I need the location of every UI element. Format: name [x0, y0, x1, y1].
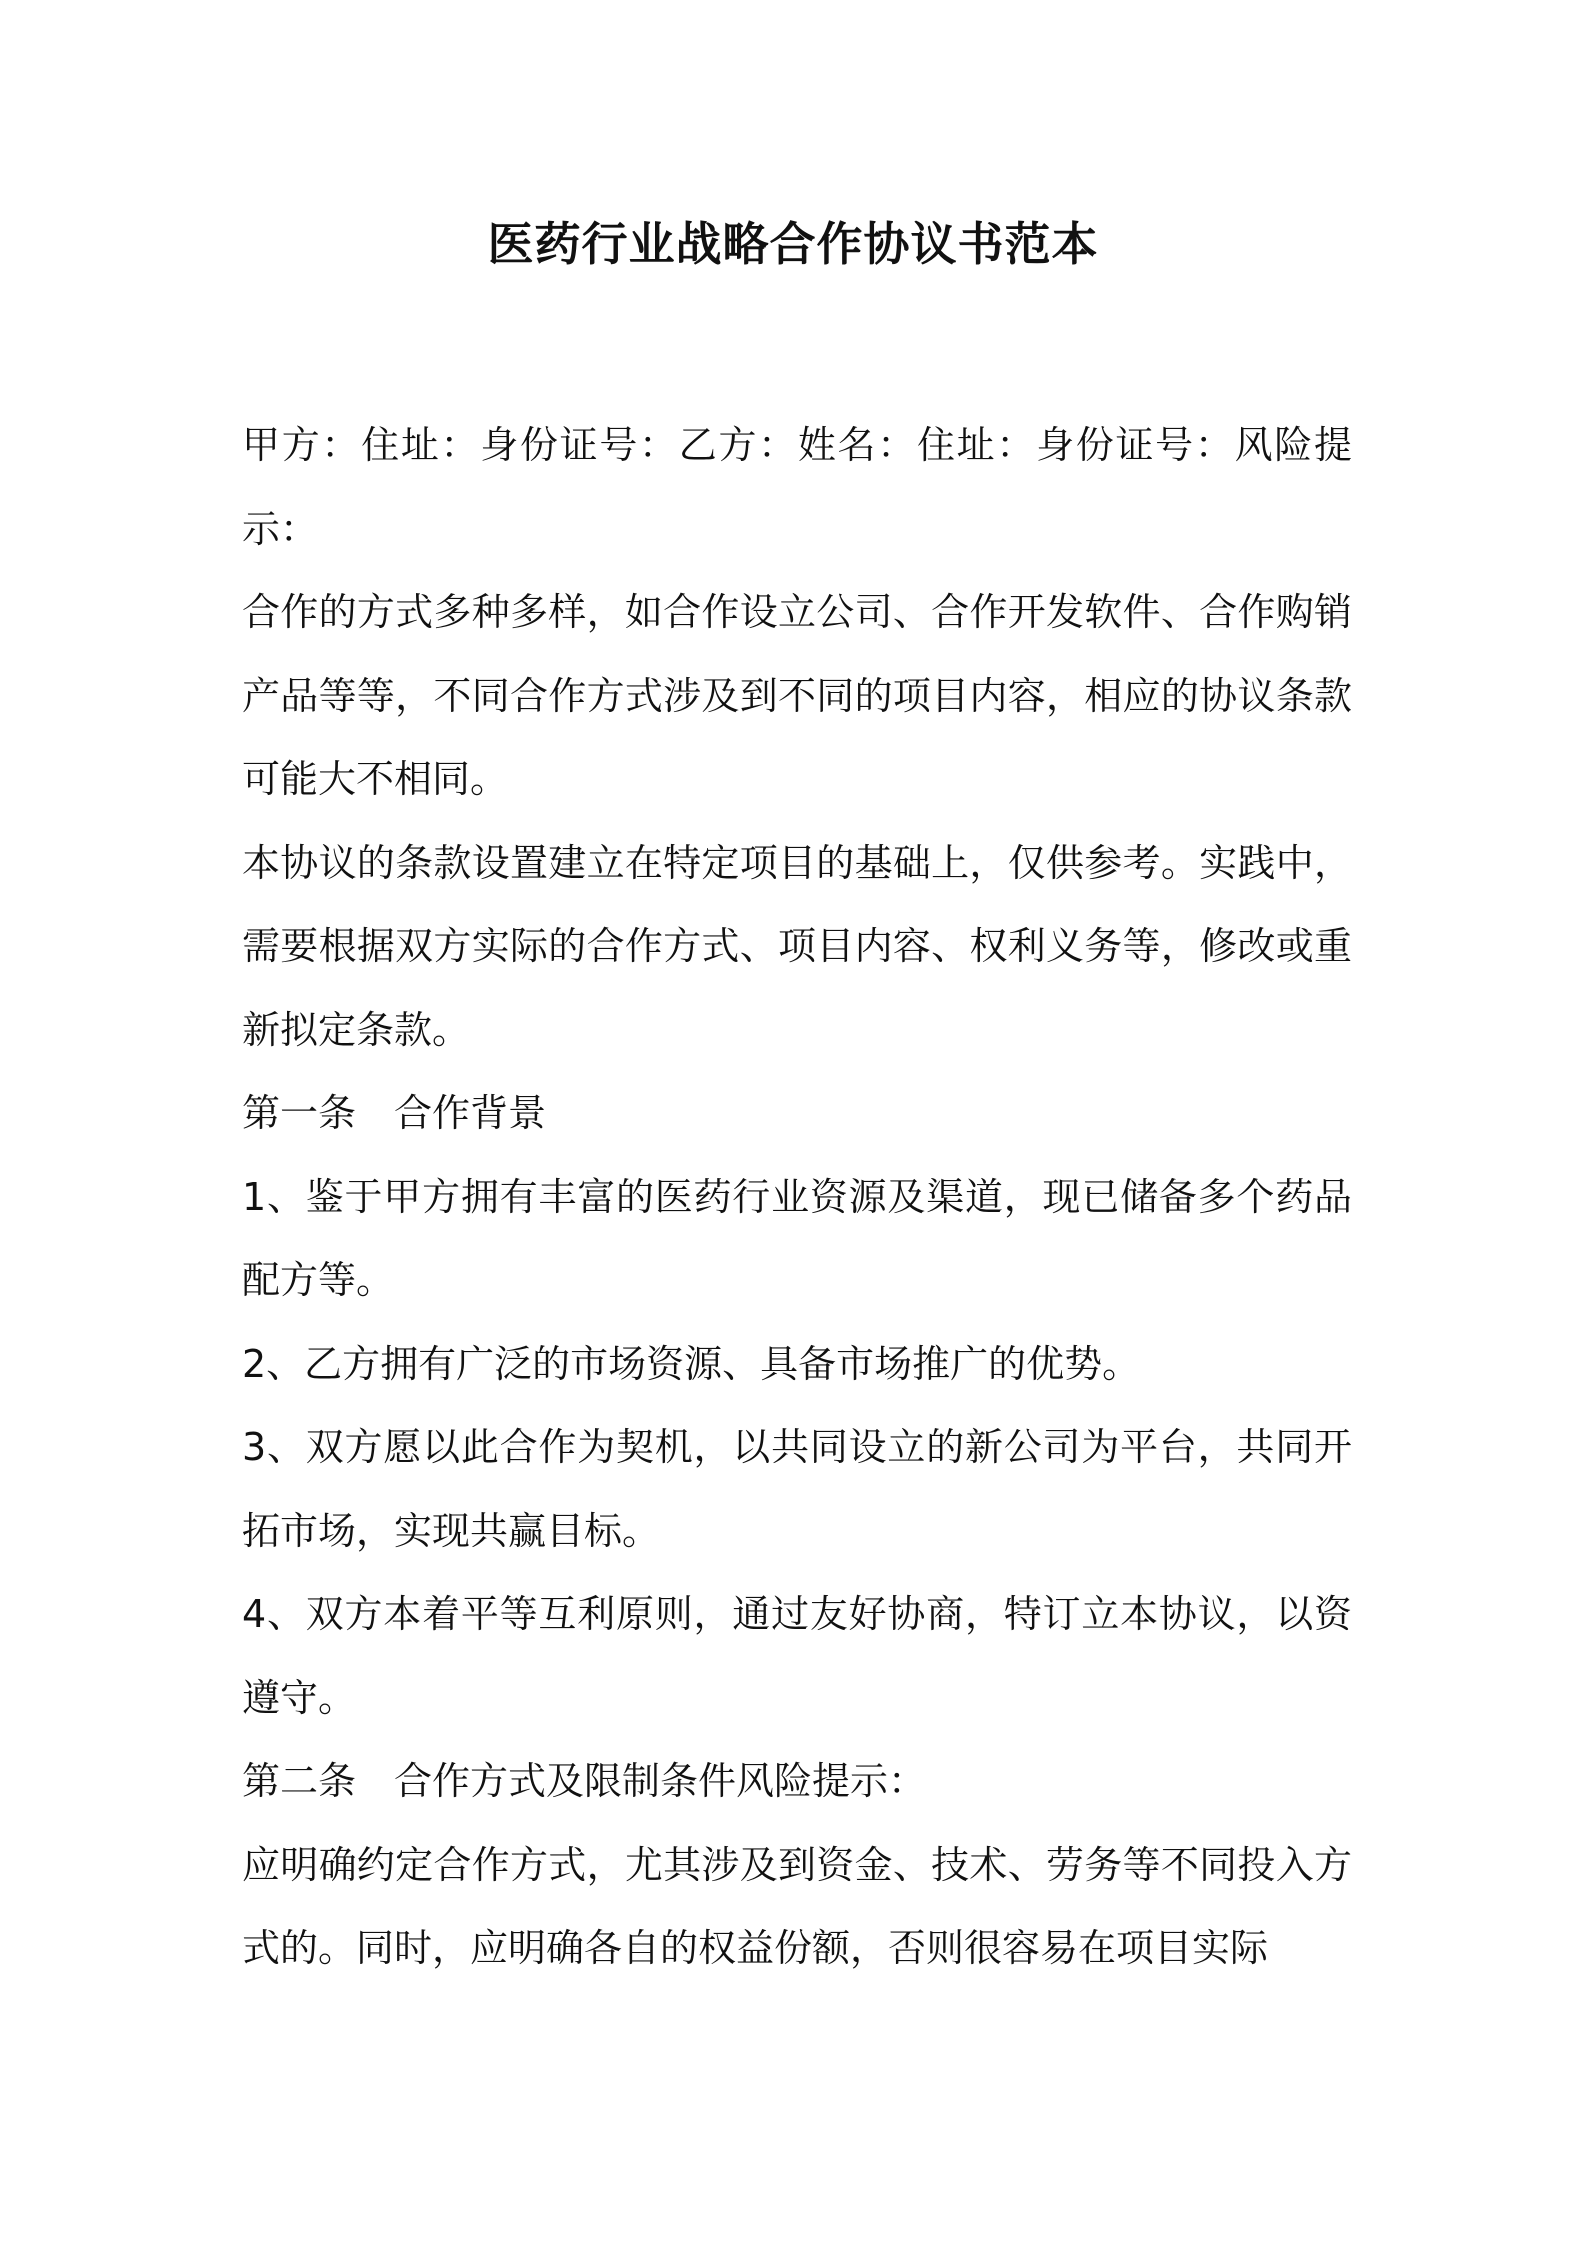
- article-one-heading: 第一条 合作背景: [242, 1091, 547, 1135]
- document-title: 医药行业战略合作协议书范本: [487, 217, 1099, 271]
- document-body: [242, 404, 1352, 1991]
- background-item-4: 4、双方本着平等互利原则，通过友好协商，特订立本协议，以资遵守。: [242, 1592, 1352, 1720]
- background-item-2: 2、乙方拥有广泛的市场资源、具备市场推广的优势。: [242, 1341, 1141, 1386]
- background-item-3: 3、双方愿以此合作为契机，以共同设立的新公司为平台，共同开拓市场，实现共赢目标。: [242, 1425, 1352, 1553]
- cooperation-method-paragraph: 应明确约定合作方式，尤其涉及到资金、技术、劳务等不同投入方式的。同时，应明确各自的权益份额，否则很容易在项目实际: [242, 1842, 1352, 1970]
- reference-notice-paragraph: 本协议的条款设置建立在特定项目的基础上，仅供参考。实践中，需要根据双方实际的合作方式、项目内容、权利义务等，修改或重新拟定条款。: [242, 840, 1352, 1052]
- article-two-heading: 第二条 合作方式及限制条件风险提示：: [242, 1759, 927, 1803]
- cooperation-methods-paragraph: 合作的方式多种多样，如合作设立公司、合作开发软件、合作购销产品等等，不同合作方式涉及到不同的项目内容，相应的协议条款可能大不相同。: [242, 590, 1352, 801]
- background-item-1: 1、鉴于甲方拥有丰富的医药行业资源及渠道，现已储备多个药品配方等。: [242, 1174, 1352, 1302]
- party-info-paragraph: 甲方：住址：身份证号：乙方：姓名：住址：身份证号：风险提示：: [242, 423, 1352, 551]
